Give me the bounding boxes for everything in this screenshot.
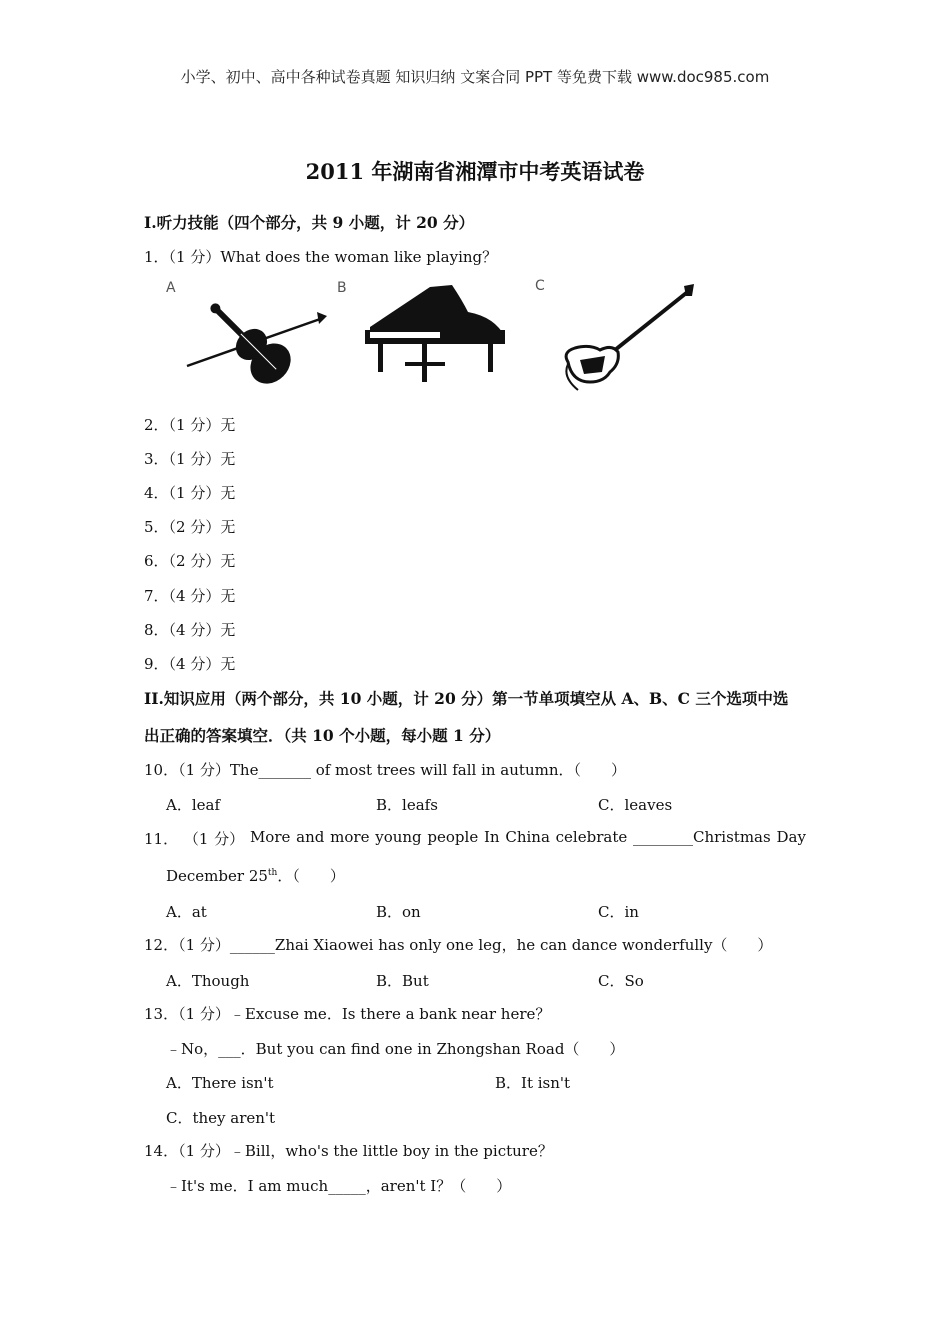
q11-word: 分） — [214, 830, 245, 848]
q13-option-c: C．they aren't — [166, 1109, 276, 1127]
q11-word: more — [330, 828, 370, 846]
question-6: 6．（2 分）无 — [144, 552, 236, 570]
piano-icon — [360, 282, 510, 387]
q10-option-c: C．leaves — [598, 796, 673, 814]
section-2-heading: II.知识应用（两个部分，共 10 小题，计 20 分）第一节单项填空从 A、B、C 三个选项中选 — [144, 689, 789, 708]
question-3: 3．（1 分）无 — [144, 450, 236, 468]
question-8: 8．（4 分）无 — [144, 621, 236, 639]
question-9: 9．（4 分）无 — [144, 655, 236, 673]
question-7: 7．（4 分）无 — [144, 587, 236, 605]
question-12: 12．（1 分）______Zhai Xiaowei has only one leg，he can dance wonderfully（ ） — [144, 936, 773, 954]
question-11 — [144, 828, 806, 849]
q11-word: ________Christmas — [633, 828, 771, 846]
question-4: 4．（1 分）无 — [144, 484, 236, 502]
q11-word: 11． — [144, 830, 179, 848]
q11-word: celebrate — [555, 828, 628, 846]
q12-option-b: B．But — [376, 972, 429, 990]
q11-word: In — [483, 828, 500, 846]
guitar-icon — [560, 282, 700, 397]
exam-title: 2011 年湖南省湘潭市中考英语试卷 — [305, 159, 645, 184]
question-14-cont: ﹣It's me．I am much_____，aren't I？（ ） — [166, 1177, 512, 1195]
section-2-heading-cont: 出正确的答案填空．（共 10 个小题，每小题 1 分） — [144, 726, 501, 745]
q13-option-b: B．It isn't — [495, 1074, 571, 1092]
question-2: 2．（1 分）无 — [144, 416, 236, 434]
q11-option-c: C．in — [598, 903, 639, 921]
q12-option-a: A．Though — [166, 972, 250, 990]
question-14: 14．（1 分）﹣Bill，who's the little boy in the picture？ — [144, 1142, 553, 1160]
q11-word: （1 — [183, 830, 209, 848]
question-13-cont: ﹣No，___．But you can find one in Zhongshan Road（ ） — [166, 1040, 625, 1058]
option-a-label: A — [166, 280, 176, 296]
q11-option-b: B．on — [376, 903, 421, 921]
q11-date: December 25 — [166, 867, 268, 885]
question-10: 10．（1 分）The_______ of most trees will fall in autumn．（ ） — [144, 761, 626, 779]
q11-word: More — [249, 828, 291, 846]
q11-option-a: A．at — [166, 903, 207, 921]
option-b-label: B — [337, 280, 347, 296]
q11-date-suffix: th — [267, 868, 278, 878]
q13-option-a: A．There isn't — [166, 1074, 274, 1092]
question-1: 1．（1 分）What does the woman like playing？ — [144, 248, 498, 266]
q11-word: Day — [776, 828, 806, 846]
page-header: 小学、初中、高中各种试卷真题 知识归纳 文案合同 PPT 等免费下载 www.doc985.com — [180, 68, 770, 86]
q10-option-a: A．leaf — [166, 796, 221, 814]
q11-word: China — [505, 828, 550, 846]
q11-word: people — [427, 828, 479, 846]
q10-option-b: B．leafs — [376, 796, 438, 814]
section-1-heading: I.听力技能（四个部分，共 9 小题，计 20 分） — [144, 213, 475, 232]
option-c-label: C — [535, 278, 545, 294]
q12-option-c: C．So — [598, 972, 644, 990]
question-11-cont — [166, 865, 345, 886]
question-5: 5．（2 分）无 — [144, 518, 236, 536]
q11-word: and — [296, 828, 325, 846]
q11-blank: ．（ ） — [277, 867, 345, 885]
violin-icon — [185, 288, 330, 393]
question-13: 13．（1 分）﹣Excuse me．Is there a bank near here？ — [144, 1005, 551, 1023]
q11-word: young — [375, 828, 422, 846]
